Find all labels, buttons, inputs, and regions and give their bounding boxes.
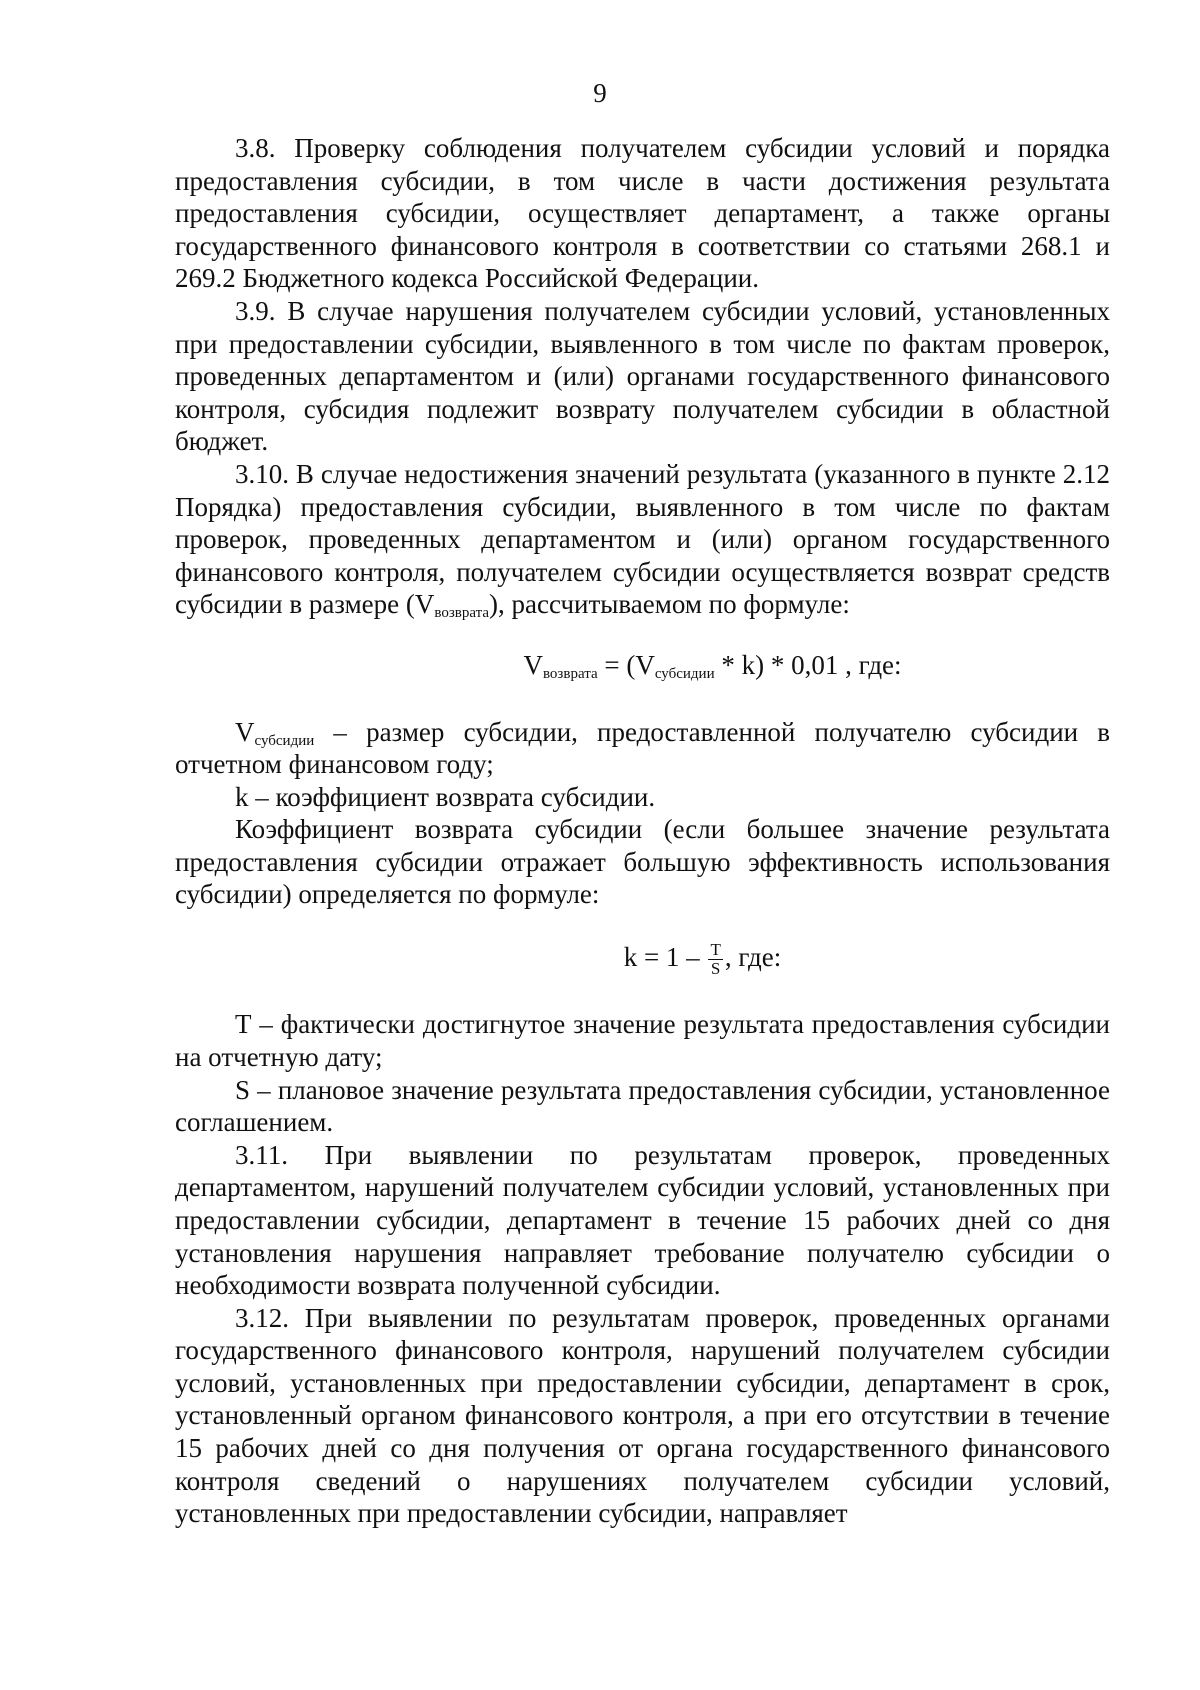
definition-v-subsidy — [175, 716, 1110, 781]
definition-v-var: V — [235, 716, 255, 747]
subscript-vozvrata: возврата — [434, 605, 490, 622]
paragraph-3-10-tail: ), рассчитываемом по формуле: — [489, 589, 850, 620]
definition-t: Т – фактически достигнутое значение результата предоставления субсидии на отчетную дату; — [175, 1009, 1110, 1072]
formula-refund-lhs-sub: возврата — [542, 665, 598, 682]
definition-s: S – плановое значение результата предоставления субсидии, установленное соглашением. — [175, 1074, 1110, 1138]
definition-v-sub: субсидии — [254, 732, 315, 749]
formula-refund-v-sub: субсидии — [654, 665, 715, 682]
paragraph-3-9: 3.9. В случае нарушения получателем субсидии условий, установленных при предоставлении субсидии, выявленного в том числе по фактам проверок, проведенных департаментом и (или) органами государственного финансового контроля, субсидия подлежит возврату получателем субсидии в областной бюджет. — [175, 295, 1110, 457]
paragraph-3-10 — [175, 458, 1110, 621]
page-number: 9 — [593, 78, 607, 108]
paragraph-3-11: 3.11. При выявлении по результатам проверок, проведенных департаментом, нарушений получателем субсидии условий, установленных при предоставлении субсидии, департамент в течение 15 рабочих дней со дня установления нарушения направляет требование получателю субсидии о необходимости возврата полученной субсидии. — [175, 1139, 1110, 1301]
formula-refund-var: V — [523, 649, 543, 680]
fraction-numerator: T — [710, 940, 721, 960]
formula-coef-lhs: k = 1 – — [623, 942, 707, 973]
formula-fraction — [708, 941, 722, 978]
formula-refund — [175, 649, 1110, 682]
fraction-denominator: S — [710, 959, 721, 979]
formula-refund-eq: = (V — [597, 649, 655, 680]
formula-refund-rest: * k) * 0,01 , где: — [714, 649, 902, 680]
definition-v-text: – размер субсидии, предоставленной получателю субсидии в отчетном финансовом году; — [175, 716, 1110, 780]
paragraph-3-8: 3.8. Проверку соблюдения получателем субсидии условий и порядка предоставления субсидии, в том числе в части достижения результата предоставления субсидии, осуществляет департамент, а также органы государственного финансового контроля в соответствии со статьями 268.1 и 269.2 Бюджетного кодекса Российской Федерации. — [175, 133, 1110, 294]
paragraph-3-12: 3.12. При выявлении по результатам проверок, проведенных органами государственного финансового контроля, нарушений получателем субсидии условий, установленных при предоставлении субсидии, департамент в срок, установленный органом финансового контроля, а при его отсутствии в течение 15 рабочих дней со дня получения от органа государственного финансового контроля сведений о нарушениях получателем субсидии условий, установленных при предоставлении субсидии, направляет — [175, 1302, 1110, 1529]
formula-coefficient — [175, 941, 1110, 978]
paragraph-coefficient: Коэффициент возврата субсидии (если большее значение результата предоставления субсидии отражает большую эффективность использования субсидии) определяется по формуле: — [175, 814, 1110, 910]
paragraph-3-10-text: 3.10. В случае недостижения значений результата (указанного в пункте 2.12 Порядка) предоставления субсидии, выявленного в том числе по фактам проверок, проведенных департаментом и (или) органом государственного финансового контроля, получателем субсидии осуществляется возврат средств субсидии в размере (V — [175, 458, 1110, 620]
definition-k: k – коэффициент возврата субсидии. — [235, 781, 656, 812]
formula-coef-rest: , где: — [724, 942, 782, 973]
document-body — [175, 132, 1110, 1530]
